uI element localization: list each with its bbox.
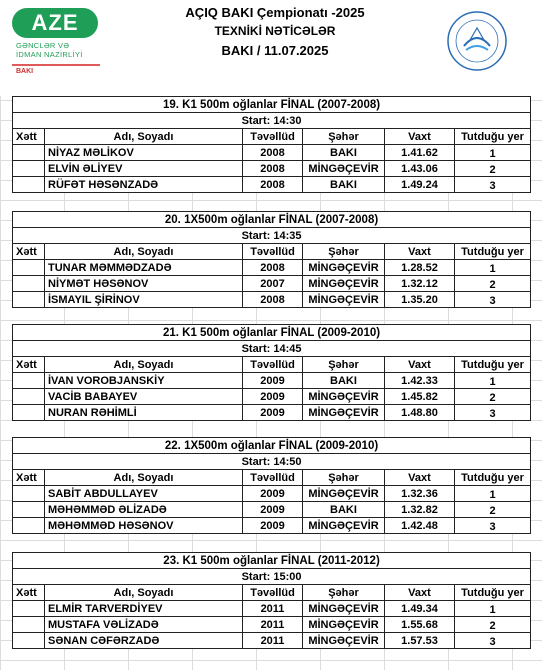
finish-time: 1.32.82 [385, 502, 455, 518]
city: MİNGƏÇEVİR [303, 389, 385, 405]
athlete-name: MƏHƏMMƏD ƏLİZADƏ [45, 502, 243, 518]
table-row [13, 633, 531, 649]
header-time: Vaxt [385, 129, 455, 145]
birth-year: 2009 [243, 502, 303, 518]
athlete-name: SƏNAN CƏFƏRZADƏ [45, 633, 243, 649]
athlete-name: MUSTAFA VƏLİZADƏ [45, 617, 243, 633]
race-title: 22. 1X500m oğlanlar FİNAL (2009-2010) [13, 438, 531, 454]
lane-cell [13, 292, 45, 308]
city: MİNGƏÇEVİR [303, 617, 385, 633]
header-city: Şəhər [303, 357, 385, 373]
city: MİNGƏÇEVİR [303, 486, 385, 502]
document-header [0, 0, 542, 96]
finish-time: 1.43.06 [385, 161, 455, 177]
rank: 1 [455, 145, 531, 161]
athlete-name: NURAN RƏHİMLİ [45, 405, 243, 421]
header-rank: Tutduğu yer [455, 129, 531, 145]
race-table [12, 437, 531, 534]
header-rank: Tutduğu yer [455, 585, 531, 601]
athlete-name: ELVİN ƏLİYEV [45, 161, 243, 177]
lane-cell [13, 405, 45, 421]
finish-time: 1.55.68 [385, 617, 455, 633]
document-titles [130, 4, 420, 59]
race-title: 23. K1 500m oğlanlar FİNAL (2011-2012) [13, 553, 531, 569]
table-row [13, 601, 531, 617]
lane-cell [13, 389, 45, 405]
city: MİNGƏÇEVİR [303, 161, 385, 177]
rank: 1 [455, 486, 531, 502]
rank: 3 [455, 292, 531, 308]
table-row [13, 405, 531, 421]
race-title: 21. K1 500m oğlanlar FİNAL (2009-2010) [13, 325, 531, 341]
header-name: Adı, Soyadı [45, 244, 243, 260]
finish-time: 1.48.80 [385, 405, 455, 421]
rank: 1 [455, 373, 531, 389]
location-date: BAKI / 11.07.2025 [221, 43, 329, 58]
header-name: Adı, Soyadı [45, 470, 243, 486]
table-row [13, 486, 531, 502]
finish-time: 1.49.34 [385, 601, 455, 617]
birth-year: 2009 [243, 373, 303, 389]
athlete-name: SABİT ABDULLAYEV [45, 486, 243, 502]
header-city: Şəhər [303, 585, 385, 601]
header-time: Vaxt [385, 244, 455, 260]
header-lane: Xətt [13, 129, 45, 145]
rank: 2 [455, 161, 531, 177]
lane-cell [13, 518, 45, 534]
city: BAKI [303, 502, 385, 518]
table-row [13, 177, 531, 193]
header-name: Adı, Soyadı [45, 357, 243, 373]
table-row [13, 389, 531, 405]
lane-cell [13, 617, 45, 633]
lane-cell [13, 502, 45, 518]
header-birth-year: Təvəllüd [243, 244, 303, 260]
finish-time: 1.42.48 [385, 518, 455, 534]
lane-cell [13, 373, 45, 389]
header-city: Şəhər [303, 129, 385, 145]
header-birth-year: Təvəllüd [243, 470, 303, 486]
logo-badge: AZE [12, 8, 98, 38]
rank: 3 [455, 518, 531, 534]
lane-cell [13, 276, 45, 292]
rank: 2 [455, 617, 531, 633]
header-lane: Xətt [13, 585, 45, 601]
header-city: Şəhər [303, 244, 385, 260]
athlete-name: TUNAR MƏMMƏDZADƏ [45, 260, 243, 276]
finish-time: 1.32.12 [385, 276, 455, 292]
table-row [13, 518, 531, 534]
header-name: Adı, Soyadı [45, 129, 243, 145]
finish-time: 1.42.33 [385, 373, 455, 389]
logo-subtitle-1: GƏNCLƏR VƏ [16, 41, 70, 50]
race-title: 20. 1X500m oğlanlar FİNAL (2007-2008) [13, 212, 531, 228]
birth-year: 2011 [243, 617, 303, 633]
athlete-name: ELMİR TARVERDİYEV [45, 601, 243, 617]
table-row [13, 145, 531, 161]
race-table [12, 324, 531, 421]
race-table [12, 211, 531, 308]
table-row [13, 617, 531, 633]
city: BAKI [303, 373, 385, 389]
race-table [12, 552, 531, 649]
header-rank: Tutduğu yer [455, 244, 531, 260]
rank: 2 [455, 389, 531, 405]
rank: 3 [455, 405, 531, 421]
birth-year: 2007 [243, 276, 303, 292]
header-lane: Xətt [13, 470, 45, 486]
lane-cell [13, 260, 45, 276]
rank: 2 [455, 502, 531, 518]
table-row [13, 260, 531, 276]
header-rank: Tutduğu yer [455, 357, 531, 373]
rank: 3 [455, 633, 531, 649]
lane-cell [13, 633, 45, 649]
rank: 2 [455, 276, 531, 292]
header-city: Şəhər [303, 470, 385, 486]
athlete-name: VACİB BABAYEV [45, 389, 243, 405]
finish-time: 1.28.52 [385, 260, 455, 276]
logo-city: BAKI [16, 68, 34, 75]
header-lane: Xətt [13, 244, 45, 260]
race-start-time: Start: 14:45 [13, 341, 531, 357]
finish-time: 1.45.82 [385, 389, 455, 405]
logo-divider [12, 64, 100, 66]
city: BAKI [303, 145, 385, 161]
race-table [12, 96, 531, 193]
city: MİNGƏÇEVİR [303, 633, 385, 649]
race-start-time: Start: 14:50 [13, 454, 531, 470]
race-start-time: Start: 15:00 [13, 569, 531, 585]
logo-subtitle-2: İDMAN NAZİRLİYİ [16, 50, 83, 59]
finish-time: 1.57.53 [385, 633, 455, 649]
header-time: Vaxt [385, 470, 455, 486]
athlete-name: İSMAYIL ŞİRİNOV [45, 292, 243, 308]
table-row [13, 373, 531, 389]
birth-year: 2008 [243, 292, 303, 308]
city: MİNGƏÇEVİR [303, 260, 385, 276]
header-birth-year: Təvəllüd [243, 357, 303, 373]
finish-time: 1.41.62 [385, 145, 455, 161]
header-time: Vaxt [385, 585, 455, 601]
table-row [13, 292, 531, 308]
birth-year: 2008 [243, 145, 303, 161]
finish-time: 1.32.36 [385, 486, 455, 502]
lane-cell [13, 486, 45, 502]
birth-year: 2008 [243, 161, 303, 177]
header-birth-year: Təvəllüd [243, 129, 303, 145]
city: MİNGƏÇEVİR [303, 601, 385, 617]
city: MİNGƏÇEVİR [303, 518, 385, 534]
city: BAKI [303, 177, 385, 193]
birth-year: 2009 [243, 518, 303, 534]
birth-year: 2008 [243, 260, 303, 276]
race-start-time: Start: 14:35 [13, 228, 531, 244]
table-row [13, 161, 531, 177]
header-time: Vaxt [385, 357, 455, 373]
rank: 1 [455, 260, 531, 276]
athlete-name: NİYMƏT HƏSƏNOV [45, 276, 243, 292]
athlete-name: RÜFƏT HƏSƏNZADƏ [45, 177, 243, 193]
city: MİNGƏÇEVİR [303, 292, 385, 308]
championship-title: AÇIQ BAKI Çempionatı -2025 [185, 5, 365, 20]
ministry-logo [12, 8, 104, 78]
federation-seal-icon [446, 10, 508, 72]
birth-year: 2009 [243, 389, 303, 405]
lane-cell [13, 177, 45, 193]
birth-year: 2011 [243, 633, 303, 649]
header-rank: Tutduğu yer [455, 470, 531, 486]
finish-time: 1.49.24 [385, 177, 455, 193]
city: MİNGƏÇEVİR [303, 405, 385, 421]
results-title: TEXNİKİ NƏTİCƏLƏR [214, 24, 336, 38]
header-birth-year: Təvəllüd [243, 585, 303, 601]
race-title: 19. K1 500m oğlanlar FİNAL (2007-2008) [13, 97, 531, 113]
birth-year: 2009 [243, 405, 303, 421]
finish-time: 1.35.20 [385, 292, 455, 308]
lane-cell [13, 145, 45, 161]
lane-cell [13, 601, 45, 617]
table-row [13, 502, 531, 518]
city: MİNGƏÇEVİR [303, 276, 385, 292]
athlete-name: İVAN VOROBJANSKİY [45, 373, 243, 389]
birth-year: 2008 [243, 177, 303, 193]
lane-cell [13, 161, 45, 177]
header-name: Adı, Soyadı [45, 585, 243, 601]
athlete-name: NİYAZ MƏLİKOV [45, 145, 243, 161]
header-lane: Xətt [13, 357, 45, 373]
rank: 3 [455, 177, 531, 193]
athlete-name: MƏHƏMMƏD HƏSƏNOV [45, 518, 243, 534]
table-row [13, 276, 531, 292]
birth-year: 2011 [243, 601, 303, 617]
race-start-time: Start: 14:30 [13, 113, 531, 129]
birth-year: 2009 [243, 486, 303, 502]
rank: 1 [455, 601, 531, 617]
